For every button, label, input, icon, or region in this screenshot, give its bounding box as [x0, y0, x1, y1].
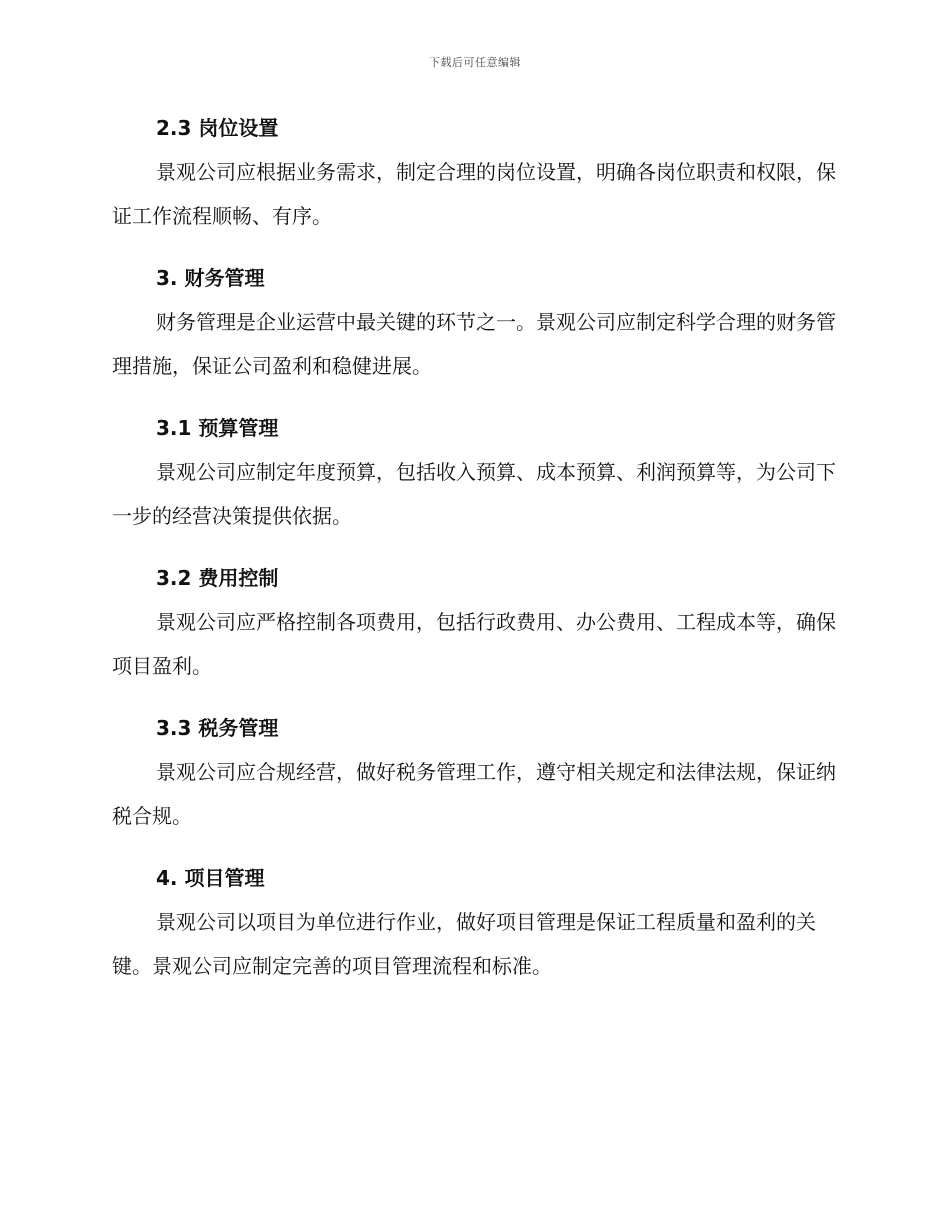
- section-paragraph: 景观公司应合规经营，做好税务管理工作，遵守相关规定和法律法规，保证纳税合规。: [112, 760, 836, 828]
- section-2-3: [112, 106, 836, 238]
- section-heading: 3.3 税务管理: [156, 716, 279, 740]
- section-paragraph: 景观公司应严格控制各项费用，包括行政费用、办公费用、工程成本等，确保项目盈利。: [112, 610, 836, 678]
- section-heading: 4. 项目管理: [156, 866, 265, 890]
- section-paragraph: 景观公司以项目为单位进行作业，做好项目管理是保证工程质量和盈利的关键。景观公司应制定完善的项目管理流程和标准。: [112, 910, 816, 978]
- section-heading: 2.3 岗位设置: [156, 116, 279, 140]
- page-header: 下载后可任意编辑: [429, 56, 521, 69]
- document-body: [112, 106, 836, 1006]
- section-paragraph: 财务管理是企业运营中最关键的环节之一。景观公司应制定科学合理的财务管理措施，保证公司盈利和稳健进展。: [112, 310, 836, 378]
- section-paragraph: 景观公司应根据业务需求，制定合理的岗位设置，明确各岗位职责和权限，保证工作流程顺畅、有序。: [112, 160, 836, 228]
- section-3-1: [112, 406, 836, 538]
- section-4: [112, 856, 836, 988]
- section-heading: 3. 财务管理: [156, 266, 265, 290]
- section-heading: 3.2 费用控制: [156, 566, 279, 590]
- section-paragraph: 景观公司应制定年度预算，包括收入预算、成本预算、利润预算等，为公司下一步的经营决策提供依据。: [112, 460, 836, 528]
- section-heading: 3.1 预算管理: [156, 416, 279, 440]
- section-3: [112, 256, 836, 388]
- section-3-3: [112, 706, 836, 838]
- section-3-2: [112, 556, 836, 688]
